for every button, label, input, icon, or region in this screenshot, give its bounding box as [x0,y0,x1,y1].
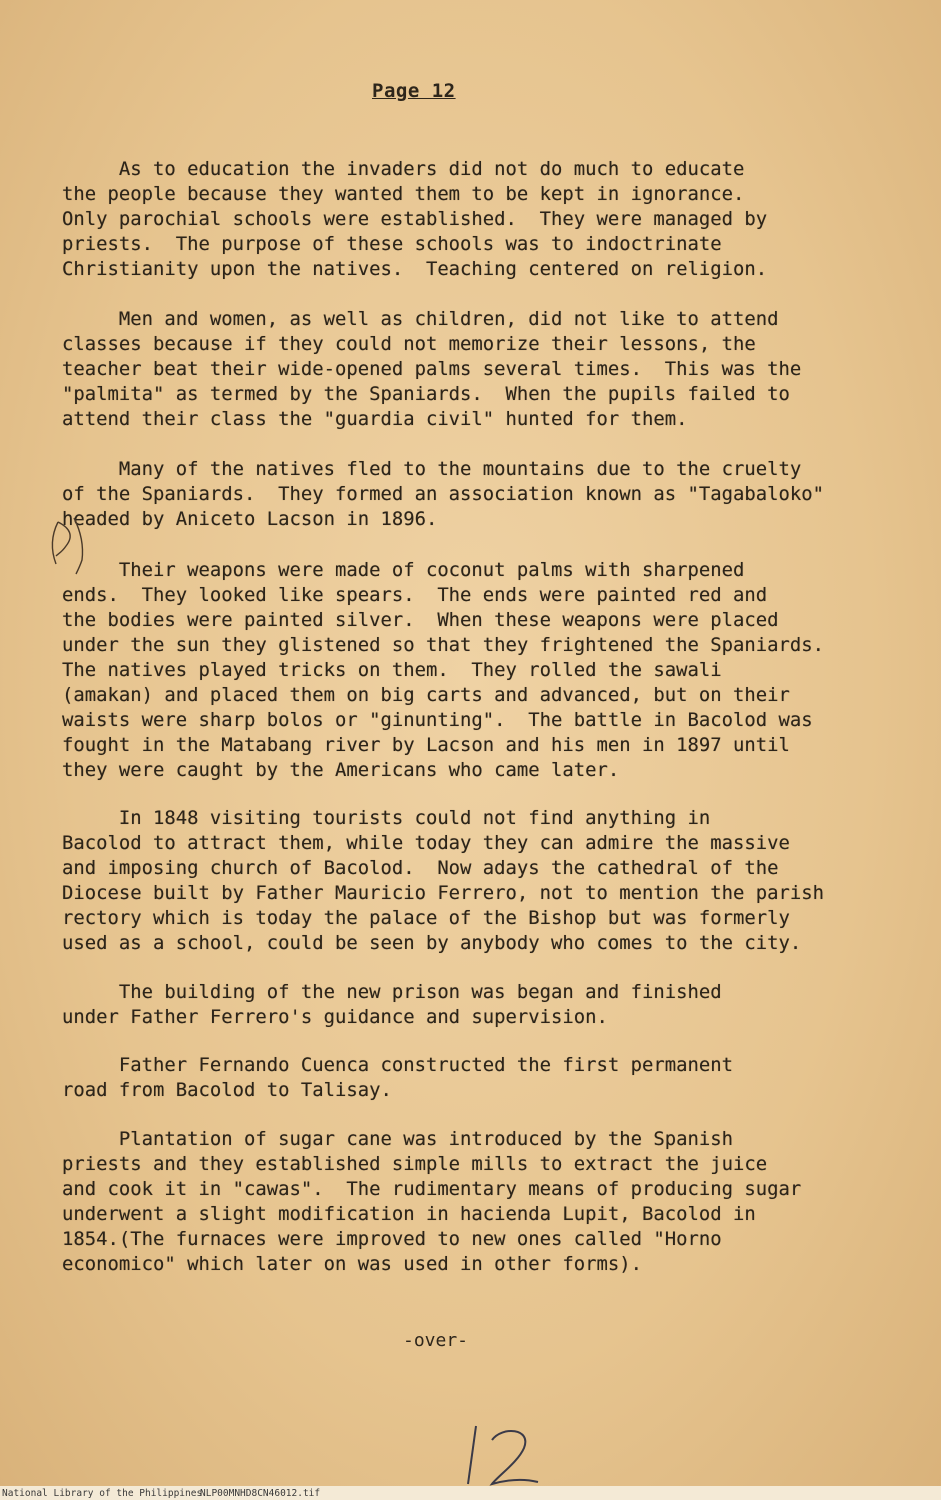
over-note: -over- [403,1330,469,1351]
pencil-annotation-icon [44,514,114,584]
paragraph-prison: The building of the new prison was began and finished under Father Ferrero's guidance and supervision. [62,981,722,1028]
paragraph-tagabaloko: Many of the natives fled to the mountains due to the cruelty of the Spaniards. They formed an association known as "Tagabaloko" headed by Aniceto Lacson in 1896. [62,458,824,530]
footer-institution: National Library of the Philippines [2,1488,203,1499]
page-heading: Page 12 [372,80,456,102]
paragraph-cathedral: In 1848 visiting tourists could not find anything in Bacolod to attract them, while today they can admire the massive and imposing church of Bacolod. Now adays the cathedral of the Diocese built by Father Mauricio Ferrero, not to mention the parish rectory which is today the palace of the Bishop but was formerly used as a school, could be seen by anybody who comes to the city. [62,807,824,954]
paragraph-palmita: Men and women, as well as children, did not like to attend classes because if they could not memorize their lessons, the teacher beat their wide-opened palms several times. This was the "palmita" as termed by the Spaniards. When the pupils failed to attend their class the "guardia civil" hunted for them. [62,308,802,430]
svg-text:12: 12 [462,1422,464,1423]
footer-file-id: NLP00MNHD8CN46012.tif [200,1488,321,1499]
paragraph-road: Father Fernando Cuenca constructed the first permanent road from Bacolod to Talisay. [62,1054,734,1101]
handwritten-page-number [462,1422,552,1490]
footer-strip [0,1486,941,1500]
paragraph-sugar-cane: Plantation of sugar cane was introduced by the Spanish priests and they established simple mills to extract the juice and cook it in "cawas". The rudimentary means of producing sugar underwent a slight modification in hacienda Lupit, Bacolod in 1854.(The furnaces were improved to new ones called "Horno economico" which later on was used in other forms). [62,1128,802,1275]
paragraph-education: As to education the invaders did not do much to educate the people because they wanted them to be kept in ignorance. Only parochial schools were established. They were managed by priests. The purpose of these schools was to indoctrinate Christianity upon the natives. Teaching centered on religion. [62,158,768,280]
paragraph-weapons: Their weapons were made of coconut palms with sharpened ends. They looked like spears. The ends were painted red and the bodies were painted silver. When these weapons were placed under the sun they glistened so that they frightened the Spaniards. The natives played tricks on them. They rolled the sawali (amakan) and placed them on big carts and advanced, but on their waists were sharp bolos or "ginunting". The battle in Bacolod was fought in the Matabang river by Lacson and his men in 1897 until they were caught by the Americans who came later. [62,559,824,781]
